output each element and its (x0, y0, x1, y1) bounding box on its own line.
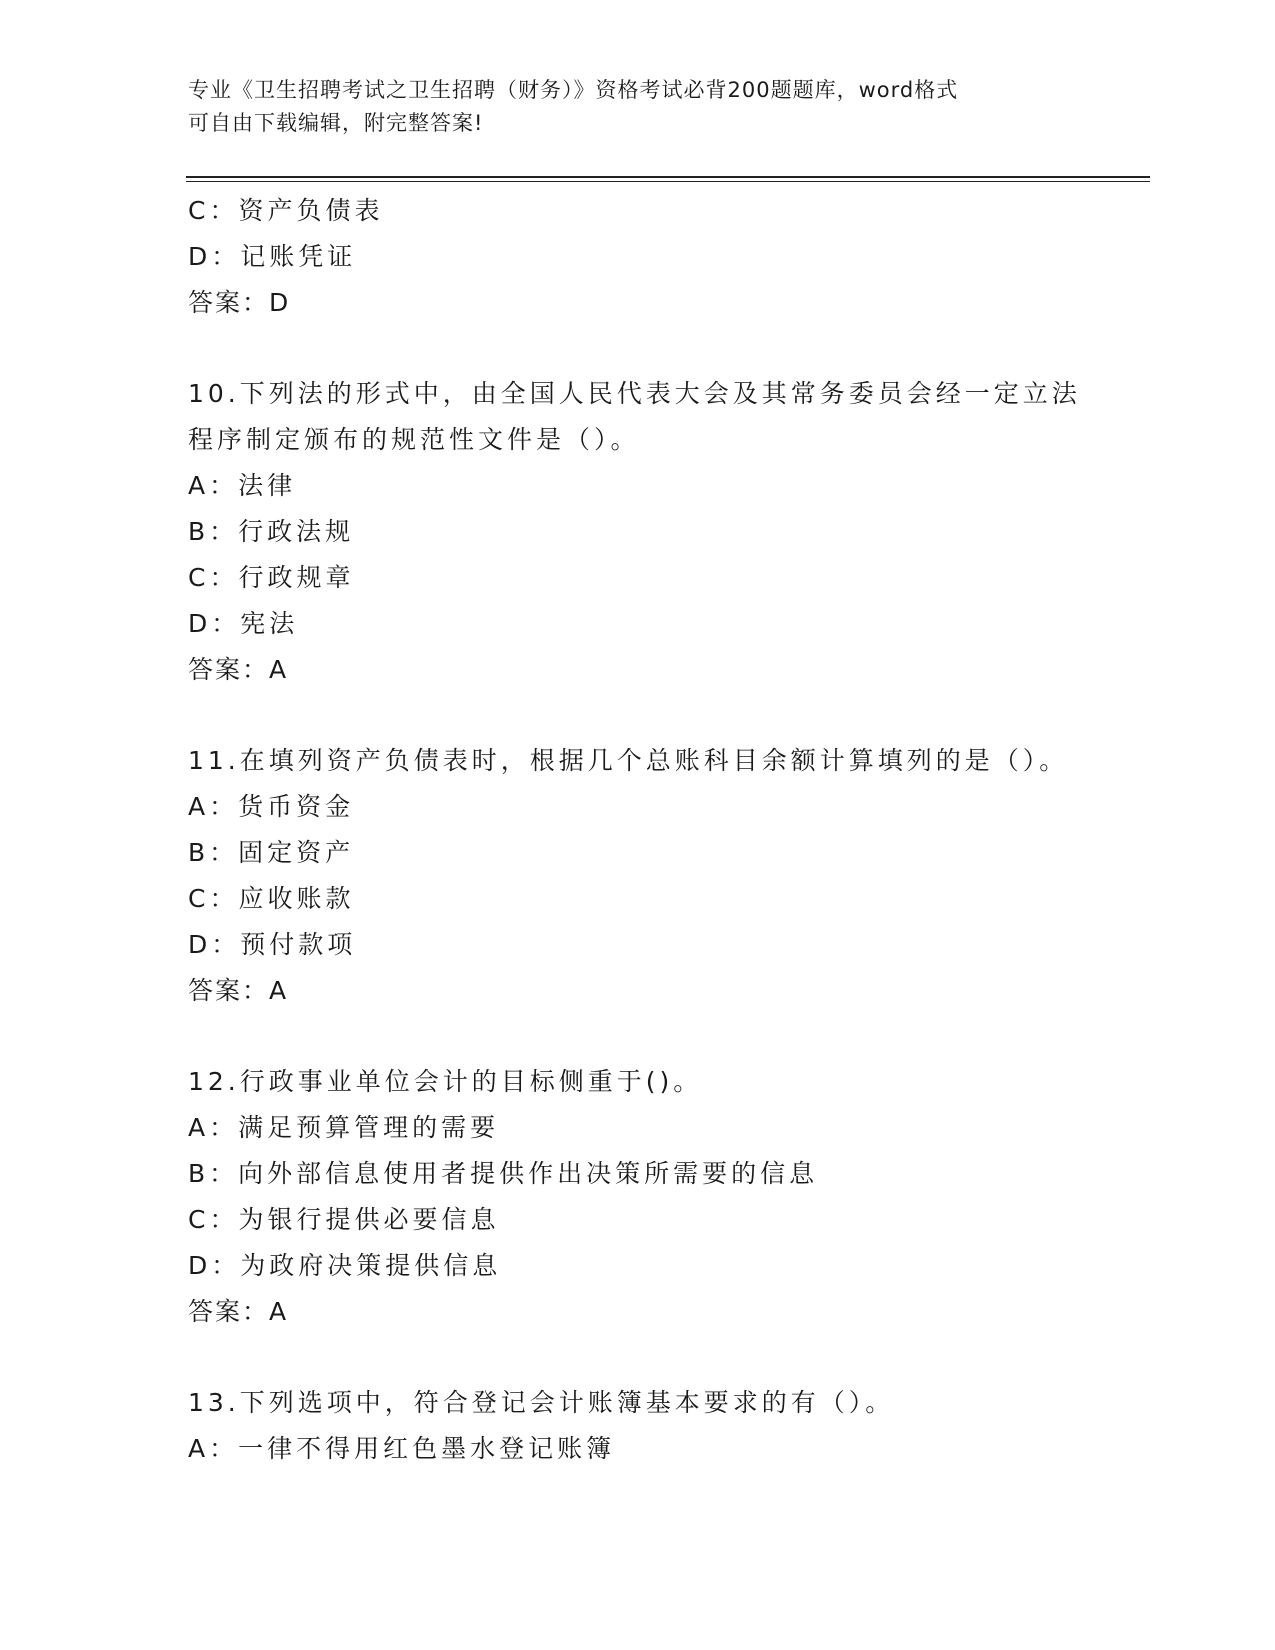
answer-line: 答案：D (188, 288, 291, 317)
option-a: A：一律不得用红色墨水登记账簿 (188, 1434, 616, 1463)
question-stem: 11.在填列资产负债表时，根据几个总账科目余额计算填列的是（）。 (188, 746, 1069, 775)
spacer (188, 1335, 1088, 1380)
option-a: A：满足预算管理的需要 (188, 1113, 500, 1142)
question-block-9 (188, 188, 1088, 326)
question-block-12 (188, 1059, 1088, 1335)
option-a: A：货币资金 (188, 792, 355, 821)
question-list (188, 188, 1088, 1472)
option-a: A：法律 (188, 471, 297, 500)
option-d: D：宪法 (188, 609, 299, 638)
spacer (188, 693, 1088, 738)
spacer (188, 1014, 1088, 1059)
option-c: C：为银行提供必要信息 (188, 1205, 500, 1234)
question-block-10 (188, 371, 1088, 693)
question-block-13 (188, 1380, 1088, 1472)
option-b: B：行政法规 (188, 517, 355, 546)
option-b: B：固定资产 (188, 838, 355, 867)
header-divider-thin (186, 181, 1150, 182)
header-divider (186, 176, 1150, 178)
option-b: B：向外部信息使用者提供作出决策所需要的信息 (188, 1159, 819, 1188)
answer-line: 答案：A (188, 655, 289, 684)
question-block-11 (188, 738, 1088, 1014)
option-c: C：资产负债表 (188, 196, 384, 225)
option-c: C：行政规章 (188, 563, 355, 592)
option-d: D：为政府决策提供信息 (188, 1251, 502, 1280)
option-d: D：记账凭证 (188, 242, 357, 271)
answer-line: 答案：A (188, 976, 289, 1005)
question-stem: 12.行政事业单位会计的目标侧重于()。 (188, 1067, 703, 1096)
header-line-1: 专业《卫生招聘考试之卫生招聘（财务）》资格考试必背200题题库，word格式 (188, 78, 959, 102)
document-header (188, 74, 1068, 140)
question-stem: 13.下列选项中，符合登记会计账簿基本要求的有（）。 (188, 1388, 895, 1417)
header-line-2: 可自由下载编辑，附完整答案! (188, 111, 484, 135)
option-d: D：预付款项 (188, 930, 357, 959)
answer-line: 答案：A (188, 1297, 289, 1326)
question-stem: 程序制定颁布的规范性文件是（）。 (188, 425, 640, 454)
option-c: C：应收账款 (188, 884, 355, 913)
question-stem: 10.下列法的形式中，由全国人民代表大会及其常务委员会经一定立法 (188, 379, 1081, 408)
spacer (188, 326, 1088, 371)
